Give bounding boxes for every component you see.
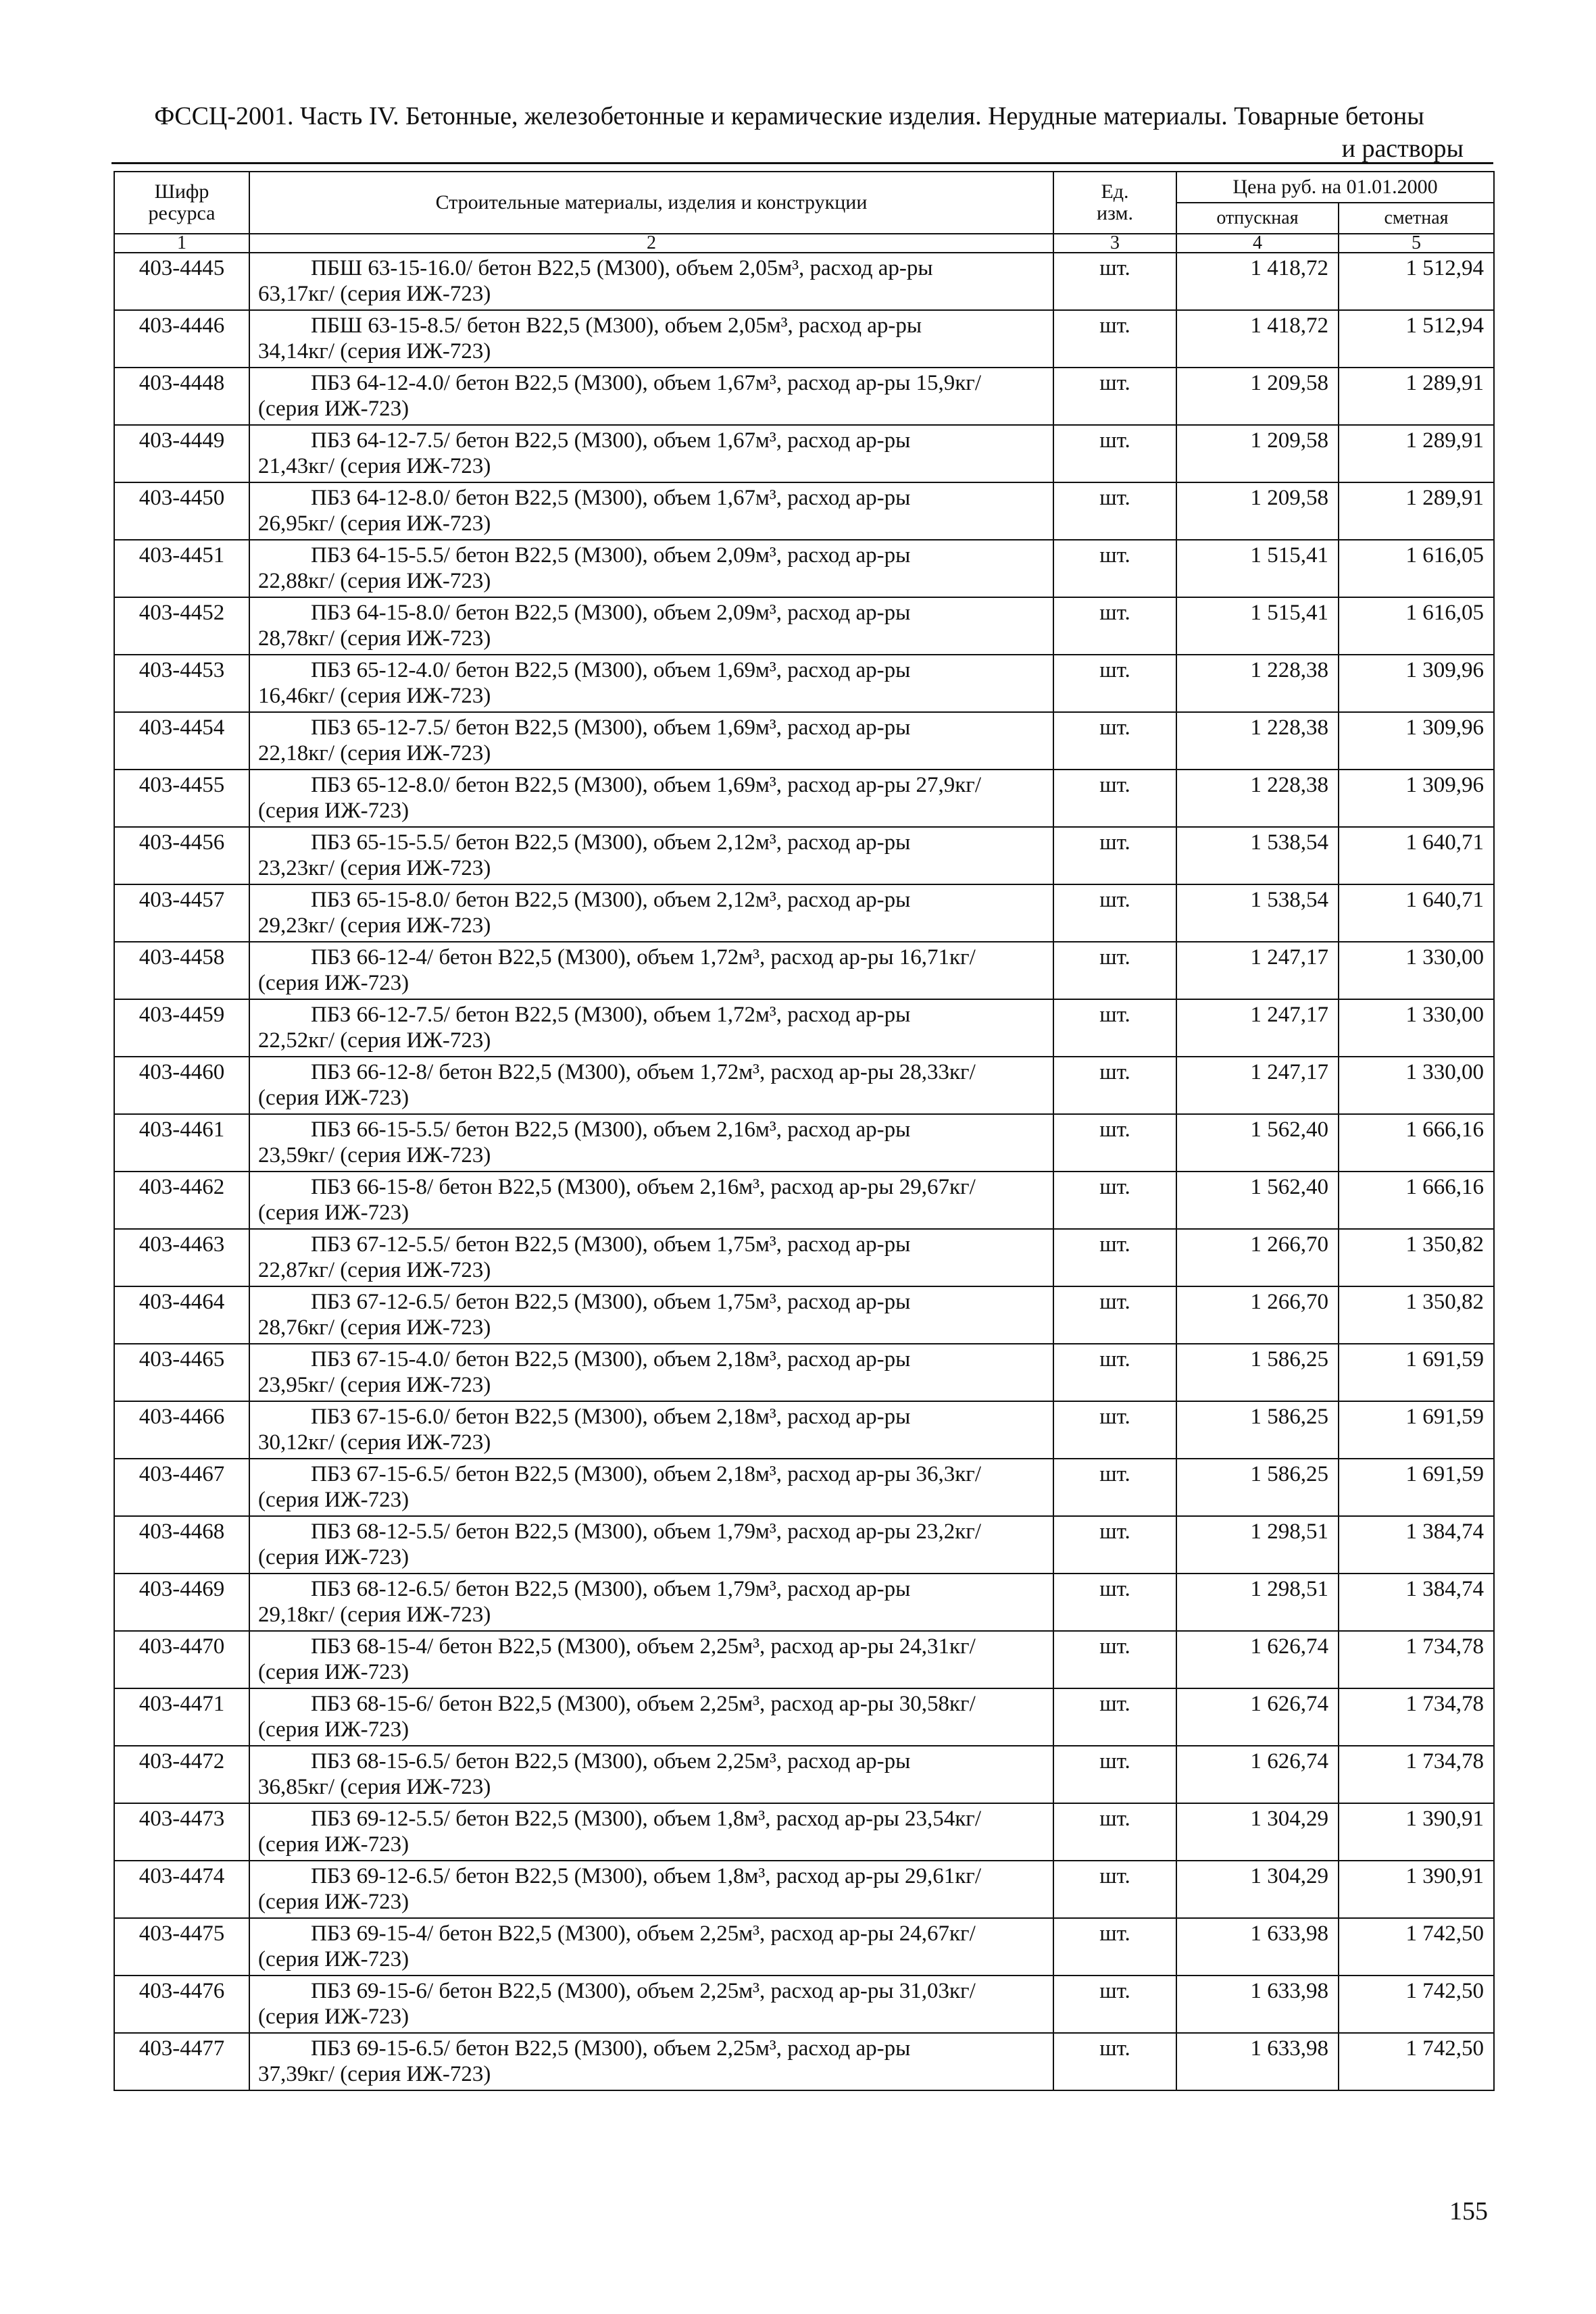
resource-code: 403-4473 [114, 1803, 249, 1861]
description-line-2: (серия ИЖ-723) [258, 1660, 409, 1684]
price-release: 1 626,74 [1176, 1746, 1339, 1803]
description-line-2: 23,59кг/ (серия ИЖ-723) [258, 1143, 491, 1167]
unit-of-measure: шт. [1053, 1057, 1176, 1114]
resource-code: 403-4466 [114, 1401, 249, 1459]
material-description [249, 942, 1053, 999]
material-description [249, 1976, 1053, 2033]
resource-code: 403-4477 [114, 2033, 249, 2090]
col-number-1: 1 [114, 234, 249, 253]
resource-code: 403-4465 [114, 1344, 249, 1401]
header-rule [111, 162, 1493, 164]
price-estimate: 1 734,78 [1339, 1631, 1494, 1688]
table-row [114, 770, 1494, 827]
price-release: 1 247,17 [1176, 1057, 1339, 1114]
material-description [249, 1574, 1053, 1631]
unit-of-measure: шт. [1053, 999, 1176, 1057]
unit-of-measure: шт. [1053, 1286, 1176, 1344]
table-row [114, 482, 1494, 540]
description-line-2: (серия ИЖ-723) [258, 1947, 409, 1971]
price-estimate: 1 691,59 [1339, 1459, 1494, 1516]
material-description [249, 999, 1053, 1057]
price-estimate: 1 691,59 [1339, 1401, 1494, 1459]
col-header-price-estimate: сметная [1339, 203, 1494, 234]
table-row [114, 827, 1494, 884]
price-estimate: 1 512,94 [1339, 310, 1494, 368]
description-line-1: ПБШ 63-15-16.0/ бетон В22,5 (М300), объем 2,05м³, расход ар-ры [311, 256, 933, 280]
description-line-1: ПБЗ 66-12-8/ бетон В22,5 (М300), объем 1,72м³, расход ар-ры 28,33кг/ [311, 1060, 976, 1084]
resource-code: 403-4450 [114, 482, 249, 540]
description-line-1: ПБЗ 66-12-7.5/ бетон В22,5 (М300), объем 1,72м³, расход ар-ры [311, 1003, 911, 1027]
price-estimate: 1 350,82 [1339, 1229, 1494, 1286]
description-line-1: ПБЗ 64-12-8.0/ бетон В22,5 (М300), объем 1,67м³, расход ар-ры [311, 486, 911, 510]
description-line-1: ПБЗ 69-15-4/ бетон В22,5 (М300), объем 2,25м³, расход ар-ры 24,67кг/ [311, 1921, 976, 1946]
col-header-description: Строительные материалы, изделия и конструкции [249, 172, 1053, 234]
table-row [114, 2033, 1494, 2090]
material-description [249, 2033, 1053, 2090]
material-description [249, 310, 1053, 368]
unit-of-measure: шт. [1053, 597, 1176, 655]
unit-of-measure: шт. [1053, 540, 1176, 597]
unit-of-measure: шт. [1053, 1688, 1176, 1746]
price-estimate: 1 289,91 [1339, 368, 1494, 425]
price-release: 1 304,29 [1176, 1861, 1339, 1918]
description-line-2: 29,18кг/ (серия ИЖ-723) [258, 1603, 491, 1627]
unit-of-measure: шт. [1053, 1344, 1176, 1401]
description-line-2: (серия ИЖ-723) [258, 1545, 409, 1569]
price-release: 1 228,38 [1176, 770, 1339, 827]
description-line-2: (серия ИЖ-723) [258, 799, 409, 823]
table-row [114, 1631, 1494, 1688]
description-line-2: (серия ИЖ-723) [258, 2005, 409, 2029]
unit-of-measure: шт. [1053, 1401, 1176, 1459]
resource-code: 403-4475 [114, 1918, 249, 1976]
description-line-2: 37,39кг/ (серия ИЖ-723) [258, 2062, 491, 2086]
resource-code: 403-4454 [114, 712, 249, 770]
unit-of-measure: шт. [1053, 1803, 1176, 1861]
price-release: 1 538,54 [1176, 884, 1339, 942]
resource-code: 403-4468 [114, 1516, 249, 1574]
price-estimate: 1 512,94 [1339, 253, 1494, 310]
unit-of-measure: шт. [1053, 1861, 1176, 1918]
table-row [114, 655, 1494, 712]
material-description [249, 1114, 1053, 1172]
price-estimate: 1 384,74 [1339, 1574, 1494, 1631]
material-description [249, 253, 1053, 310]
description-line-2: 23,95кг/ (серия ИЖ-723) [258, 1373, 491, 1397]
description-line-2: 21,43кг/ (серия ИЖ-723) [258, 454, 491, 478]
resource-code: 403-4455 [114, 770, 249, 827]
unit-of-measure: шт. [1053, 482, 1176, 540]
price-estimate: 1 734,78 [1339, 1688, 1494, 1746]
resource-code: 403-4452 [114, 597, 249, 655]
price-release: 1 633,98 [1176, 1976, 1339, 2033]
description-line-2: 28,76кг/ (серия ИЖ-723) [258, 1315, 491, 1340]
col-number-5: 5 [1339, 234, 1494, 253]
material-description [249, 770, 1053, 827]
resource-code: 403-4448 [114, 368, 249, 425]
description-line-1: ПБЗ 68-15-4/ бетон В22,5 (М300), объем 2,25м³, расход ар-ры 24,31кг/ [311, 1634, 976, 1659]
price-release: 1 209,58 [1176, 368, 1339, 425]
table-row [114, 712, 1494, 770]
price-estimate: 1 616,05 [1339, 597, 1494, 655]
price-estimate: 1 616,05 [1339, 540, 1494, 597]
material-description [249, 1803, 1053, 1861]
description-line-1: ПБЗ 66-12-4/ бетон В22,5 (М300), объем 1,72м³, расход ар-ры 16,71кг/ [311, 945, 976, 970]
price-release: 1 633,98 [1176, 1918, 1339, 1976]
description-line-2: (серия ИЖ-723) [258, 1488, 409, 1512]
table-row [114, 540, 1494, 597]
col-header-code: Шифр ресурса [114, 172, 249, 234]
resource-code: 403-4456 [114, 827, 249, 884]
description-line-1: ПБЗ 64-15-5.5/ бетон В22,5 (М300), объем 2,09м³, расход ар-ры [311, 543, 911, 568]
description-line-1: ПБЗ 67-15-4.0/ бетон В22,5 (М300), объем 2,18м³, расход ар-ры [311, 1347, 911, 1372]
description-line-2: 22,52кг/ (серия ИЖ-723) [258, 1028, 491, 1053]
description-line-1: ПБЗ 69-15-6/ бетон В22,5 (М300), объем 2,25м³, расход ар-ры 31,03кг/ [311, 1979, 976, 2003]
resource-code: 403-4470 [114, 1631, 249, 1688]
unit-of-measure: шт. [1053, 368, 1176, 425]
material-description [249, 1229, 1053, 1286]
price-estimate: 1 350,82 [1339, 1286, 1494, 1344]
table-row [114, 1688, 1494, 1746]
resource-code: 403-4453 [114, 655, 249, 712]
resource-code: 403-4461 [114, 1114, 249, 1172]
description-line-1: ПБЗ 65-15-5.5/ бетон В22,5 (М300), объем 2,12м³, расход ар-ры [311, 830, 911, 855]
price-table [114, 171, 1495, 2091]
material-description [249, 712, 1053, 770]
table-row [114, 1574, 1494, 1631]
unit-of-measure: шт. [1053, 827, 1176, 884]
description-line-2: 28,78кг/ (серия ИЖ-723) [258, 626, 491, 651]
resource-code: 403-4459 [114, 999, 249, 1057]
resource-code: 403-4463 [114, 1229, 249, 1286]
col-number-3: 3 [1053, 234, 1176, 253]
description-line-1: ПБЗ 69-15-6.5/ бетон В22,5 (М300), объем 2,25м³, расход ар-ры [311, 2036, 911, 2061]
price-estimate: 1 330,00 [1339, 942, 1494, 999]
description-line-2: 36,85кг/ (серия ИЖ-723) [258, 1775, 491, 1799]
table-row [114, 1114, 1494, 1172]
table-row [114, 942, 1494, 999]
material-description [249, 1057, 1053, 1114]
resource-code: 403-4445 [114, 253, 249, 310]
description-line-2: 16,46кг/ (серия ИЖ-723) [258, 684, 491, 708]
table-row [114, 1172, 1494, 1229]
price-estimate: 1 734,78 [1339, 1746, 1494, 1803]
description-line-2: (серия ИЖ-723) [258, 1890, 409, 1914]
unit-of-measure: шт. [1053, 1574, 1176, 1631]
description-line-1: ПБЗ 65-15-8.0/ бетон В22,5 (М300), объем 2,12м³, расход ар-ры [311, 888, 911, 912]
description-line-2: 26,95кг/ (серия ИЖ-723) [258, 511, 491, 536]
unit-of-measure: шт. [1053, 425, 1176, 482]
col-number-4: 4 [1176, 234, 1339, 253]
price-release: 1 209,58 [1176, 425, 1339, 482]
description-line-1: ПБЗ 67-15-6.5/ бетон В22,5 (М300), объем 2,18м³, расход ар-ры 36,3кг/ [311, 1462, 982, 1486]
unit-of-measure: шт. [1053, 770, 1176, 827]
price-estimate: 1 309,96 [1339, 712, 1494, 770]
table-row [114, 597, 1494, 655]
description-line-1: ПБЗ 68-12-6.5/ бетон В22,5 (М300), объем 1,79м³, расход ар-ры [311, 1577, 911, 1601]
description-line-1: ПБЗ 64-12-4.0/ бетон В22,5 (М300), объем 1,67м³, расход ар-ры 15,9кг/ [311, 371, 982, 395]
description-line-2: 23,23кг/ (серия ИЖ-723) [258, 856, 491, 880]
description-line-2: 22,88кг/ (серия ИЖ-723) [258, 569, 491, 593]
resource-code: 403-4472 [114, 1746, 249, 1803]
table-row [114, 1516, 1494, 1574]
price-release: 1 304,29 [1176, 1803, 1339, 1861]
description-line-1: ПБЗ 69-12-6.5/ бетон В22,5 (М300), объем 1,8м³, расход ар-ры 29,61кг/ [311, 1864, 982, 1888]
price-release: 1 562,40 [1176, 1172, 1339, 1229]
price-estimate: 1 666,16 [1339, 1114, 1494, 1172]
description-line-2: (серия ИЖ-723) [258, 971, 409, 995]
description-line-2: (серия ИЖ-723) [258, 1201, 409, 1225]
material-description [249, 1746, 1053, 1803]
description-line-1: ПБЗ 67-12-5.5/ бетон В22,5 (М300), объем 1,75м³, расход ар-ры [311, 1232, 911, 1257]
table-row [114, 1918, 1494, 1976]
table-row [114, 253, 1494, 310]
price-estimate: 1 384,74 [1339, 1516, 1494, 1574]
description-line-1: ПБЗ 68-15-6/ бетон В22,5 (М300), объем 2,25м³, расход ар-ры 30,58кг/ [311, 1692, 976, 1716]
material-description [249, 1631, 1053, 1688]
unit-of-measure: шт. [1053, 1918, 1176, 1976]
material-description [249, 1172, 1053, 1229]
price-release: 1 418,72 [1176, 253, 1339, 310]
resource-code: 403-4449 [114, 425, 249, 482]
unit-of-measure: шт. [1053, 1114, 1176, 1172]
description-line-2: (серия ИЖ-723) [258, 1086, 409, 1110]
material-description [249, 1459, 1053, 1516]
description-line-2: 29,23кг/ (серия ИЖ-723) [258, 913, 491, 938]
price-release: 1 538,54 [1176, 827, 1339, 884]
material-description [249, 425, 1053, 482]
description-line-1: ПБЗ 65-12-8.0/ бетон В22,5 (М300), объем 1,69м³, расход ар-ры 27,9кг/ [311, 773, 982, 797]
price-estimate: 1 330,00 [1339, 999, 1494, 1057]
material-description [249, 482, 1053, 540]
price-estimate: 1 742,50 [1339, 1918, 1494, 1976]
description-line-1: ПБЗ 68-12-5.5/ бетон В22,5 (М300), объем 1,79м³, расход ар-ры 23,2кг/ [311, 1519, 982, 1544]
price-estimate: 1 390,91 [1339, 1803, 1494, 1861]
description-line-1: ПБЗ 66-15-5.5/ бетон В22,5 (М300), объем 2,16м³, расход ар-ры [311, 1117, 911, 1142]
material-description [249, 1344, 1053, 1401]
table-row [114, 1976, 1494, 2033]
price-release: 1 266,70 [1176, 1286, 1339, 1344]
description-line-1: ПБЗ 66-15-8/ бетон В22,5 (М300), объем 2,16м³, расход ар-ры 29,67кг/ [311, 1175, 976, 1199]
table-row [114, 1229, 1494, 1286]
resource-code: 403-4474 [114, 1861, 249, 1918]
page-number: 155 [1449, 2197, 1488, 2225]
description-line-1: ПБЗ 67-15-6.0/ бетон В22,5 (М300), объем 2,18м³, расход ар-ры [311, 1405, 911, 1429]
resource-code: 403-4476 [114, 1976, 249, 2033]
header-title-line2: и растворы [1341, 134, 1464, 163]
resource-code: 403-4457 [114, 884, 249, 942]
price-release: 1 586,25 [1176, 1401, 1339, 1459]
unit-of-measure: шт. [1053, 2033, 1176, 2090]
resource-code: 403-4451 [114, 540, 249, 597]
table-row [114, 310, 1494, 368]
description-line-1: ПБШ 63-15-8.5/ бетон В22,5 (М300), объем 2,05м³, расход ар-ры [311, 313, 922, 338]
description-line-1: ПБЗ 67-12-6.5/ бетон В22,5 (М300), объем 1,75м³, расход ар-ры [311, 1290, 911, 1314]
material-description [249, 1688, 1053, 1746]
description-line-2: (серия ИЖ-723) [258, 1717, 409, 1742]
price-release: 1 626,74 [1176, 1631, 1339, 1688]
table-body [114, 253, 1494, 2090]
table-row [114, 1459, 1494, 1516]
unit-of-measure: шт. [1053, 942, 1176, 999]
price-release: 1 266,70 [1176, 1229, 1339, 1286]
table-row [114, 1746, 1494, 1803]
price-release: 1 228,38 [1176, 655, 1339, 712]
price-estimate: 1 691,59 [1339, 1344, 1494, 1401]
unit-of-measure: шт. [1053, 712, 1176, 770]
description-line-1: ПБЗ 65-12-7.5/ бетон В22,5 (М300), объем 1,69м³, расход ар-ры [311, 715, 911, 740]
table-row [114, 368, 1494, 425]
price-release: 1 247,17 [1176, 999, 1339, 1057]
table-row [114, 999, 1494, 1057]
material-description [249, 884, 1053, 942]
price-release: 1 626,74 [1176, 1688, 1339, 1746]
material-description [249, 827, 1053, 884]
col-header-unit: Ед. изм. [1053, 172, 1176, 234]
price-estimate: 1 742,50 [1339, 1976, 1494, 2033]
price-release: 1 228,38 [1176, 712, 1339, 770]
unit-of-measure: шт. [1053, 1459, 1176, 1516]
price-release: 1 562,40 [1176, 1114, 1339, 1172]
resource-code: 403-4467 [114, 1459, 249, 1516]
unit-of-measure: шт. [1053, 655, 1176, 712]
price-estimate: 1 309,96 [1339, 770, 1494, 827]
price-release: 1 298,51 [1176, 1516, 1339, 1574]
price-release: 1 247,17 [1176, 942, 1339, 999]
price-estimate: 1 390,91 [1339, 1861, 1494, 1918]
resource-code: 403-4464 [114, 1286, 249, 1344]
description-line-2: 22,87кг/ (серия ИЖ-723) [258, 1258, 491, 1282]
table-row [114, 1401, 1494, 1459]
price-estimate: 1 666,16 [1339, 1172, 1494, 1229]
description-line-2: 30,12кг/ (серия ИЖ-723) [258, 1430, 491, 1455]
material-description [249, 368, 1053, 425]
table-row [114, 1344, 1494, 1401]
description-line-2: 34,14кг/ (серия ИЖ-723) [258, 339, 491, 363]
price-release: 1 515,41 [1176, 597, 1339, 655]
material-description [249, 655, 1053, 712]
table-row [114, 1803, 1494, 1861]
unit-of-measure: шт. [1053, 253, 1176, 310]
table-row [114, 884, 1494, 942]
description-line-1: ПБЗ 65-12-4.0/ бетон В22,5 (М300), объем 1,69м³, расход ар-ры [311, 658, 911, 682]
unit-of-measure: шт. [1053, 310, 1176, 368]
material-description [249, 597, 1053, 655]
col-header-price-release: отпускная [1176, 203, 1339, 234]
material-description [249, 1516, 1053, 1574]
table-row [114, 1057, 1494, 1114]
col-number-2: 2 [249, 234, 1053, 253]
price-estimate: 1 309,96 [1339, 655, 1494, 712]
price-estimate: 1 289,91 [1339, 425, 1494, 482]
unit-of-measure: шт. [1053, 1516, 1176, 1574]
resource-code: 403-4469 [114, 1574, 249, 1631]
material-description [249, 1401, 1053, 1459]
table-row [114, 1286, 1494, 1344]
description-line-2: 63,17кг/ (серия ИЖ-723) [258, 282, 491, 306]
price-estimate: 1 330,00 [1339, 1057, 1494, 1114]
material-description [249, 1918, 1053, 1976]
unit-of-measure: шт. [1053, 1746, 1176, 1803]
table-row [114, 425, 1494, 482]
table-row [114, 1861, 1494, 1918]
col-header-price: Цена руб. на 01.01.2000 [1176, 172, 1494, 203]
resource-code: 403-4460 [114, 1057, 249, 1114]
description-line-2: 22,18кг/ (серия ИЖ-723) [258, 741, 491, 765]
price-estimate: 1 289,91 [1339, 482, 1494, 540]
price-release: 1 298,51 [1176, 1574, 1339, 1631]
price-release: 1 418,72 [1176, 310, 1339, 368]
price-estimate: 1 640,71 [1339, 827, 1494, 884]
unit-of-measure: шт. [1053, 1172, 1176, 1229]
price-release: 1 633,98 [1176, 2033, 1339, 2090]
unit-of-measure: шт. [1053, 1631, 1176, 1688]
header-title-line1: ФССЦ-2001. Часть IV. Бетонные, железобетонные и керамические изделия. Нерудные материалы. Товарные бетоны [154, 102, 1424, 130]
resource-code: 403-4446 [114, 310, 249, 368]
resource-code: 403-4462 [114, 1172, 249, 1229]
description-line-1: ПБЗ 68-15-6.5/ бетон В22,5 (М300), объем 2,25м³, расход ар-ры [311, 1749, 911, 1774]
description-line-1: ПБЗ 69-12-5.5/ бетон В22,5 (М300), объем 1,8м³, расход ар-ры 23,54кг/ [311, 1807, 982, 1831]
price-estimate: 1 742,50 [1339, 2033, 1494, 2090]
resource-code: 403-4471 [114, 1688, 249, 1746]
price-release: 1 209,58 [1176, 482, 1339, 540]
material-description [249, 540, 1053, 597]
material-description [249, 1286, 1053, 1344]
price-release: 1 515,41 [1176, 540, 1339, 597]
unit-of-measure: шт. [1053, 1976, 1176, 2033]
price-release: 1 586,25 [1176, 1459, 1339, 1516]
price-release: 1 586,25 [1176, 1344, 1339, 1401]
page-header [115, 100, 1464, 165]
description-line-1: ПБЗ 64-15-8.0/ бетон В22,5 (М300), объем 2,09м³, расход ар-ры [311, 601, 911, 625]
unit-of-measure: шт. [1053, 884, 1176, 942]
description-line-1: ПБЗ 64-12-7.5/ бетон В22,5 (М300), объем 1,67м³, расход ар-ры [311, 428, 911, 453]
description-line-2: (серия ИЖ-723) [258, 397, 409, 421]
material-description [249, 1861, 1053, 1918]
unit-of-measure: шт. [1053, 1229, 1176, 1286]
price-estimate: 1 640,71 [1339, 884, 1494, 942]
description-line-2: (серия ИЖ-723) [258, 1832, 409, 1857]
resource-code: 403-4458 [114, 942, 249, 999]
